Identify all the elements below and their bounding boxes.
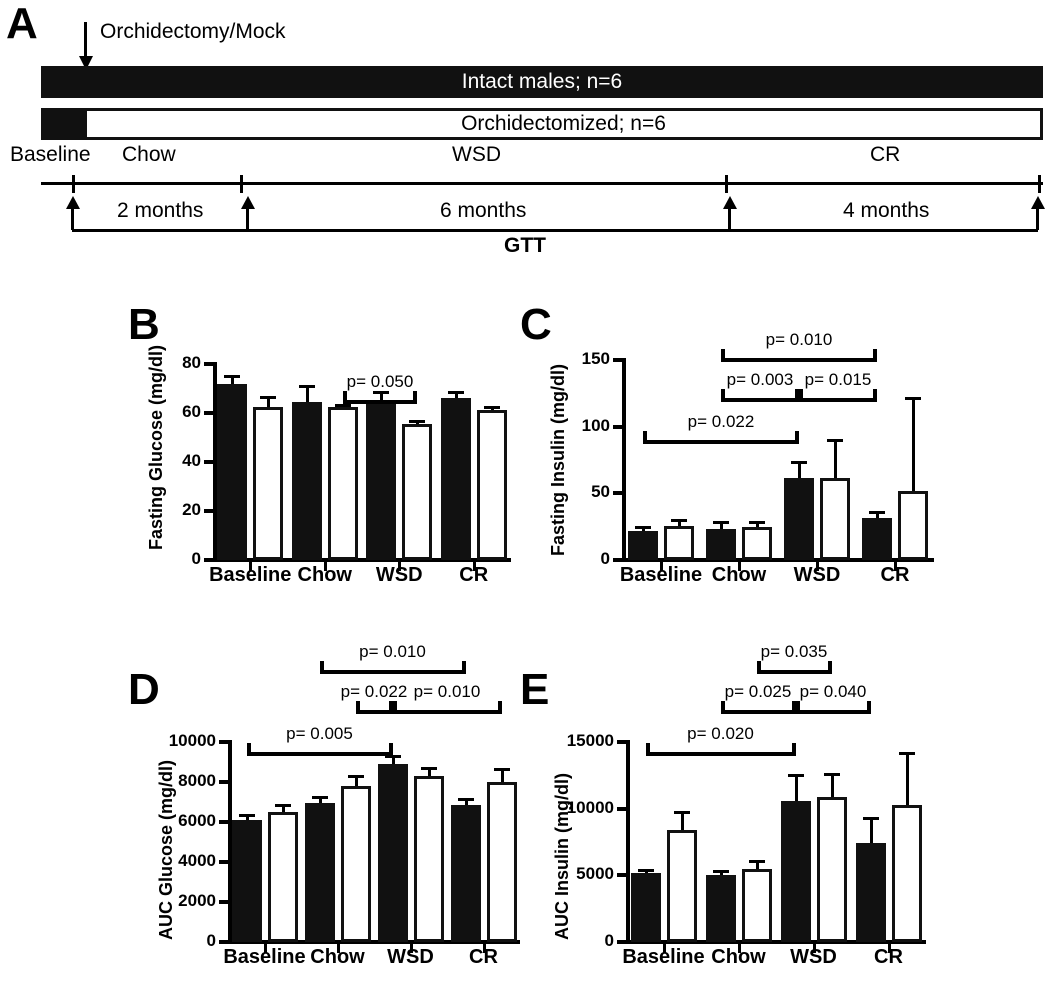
gtt-arrow-icon-baseline: [65, 196, 79, 230]
error-bar-cap: [260, 396, 276, 399]
x-axis-category-label-baseline: Baseline: [622, 946, 705, 968]
bar-chow-intact: [305, 803, 335, 942]
x-axis-category-label-wsd: WSD: [387, 946, 434, 968]
error-bar-cap: [863, 817, 879, 820]
bar-baseline-intact: [217, 384, 247, 560]
bar-baseline-orchidectomized: [664, 526, 694, 560]
bar-chow-orchidectomized: [341, 786, 371, 942]
error-bar-cap: [827, 439, 843, 442]
x-axis-category-label-wsd: WSD: [790, 946, 837, 968]
y-axis-tick: [613, 491, 622, 495]
bar-cr-intact: [862, 518, 892, 560]
y-axis-line: [626, 740, 630, 944]
significance-bar-end-right: [873, 349, 877, 362]
y-axis-tick: [617, 873, 626, 877]
bar-cr-intact: [451, 805, 481, 942]
significance-bar-end-right: [462, 661, 466, 674]
timeline-bar-intact-males: Intact males; n=6: [41, 66, 1043, 98]
bar-cr-intact: [856, 843, 886, 942]
y-axis-tick: [219, 940, 228, 944]
duration-label-2-months: 2 months: [117, 199, 204, 222]
y-axis-tick: [613, 358, 622, 362]
panel-d-auc-glucose: [120, 640, 540, 982]
x-axis-category-label-cr: CR: [469, 946, 498, 968]
x-axis-category-label-baseline: Baseline: [223, 946, 306, 968]
timeline-tick-wsd-end: [725, 175, 728, 193]
y-axis-tick-label: 0: [206, 931, 216, 950]
error-bar-stem: [870, 817, 873, 842]
y-axis-tick: [204, 558, 213, 562]
significance-p-value: p= 0.040: [799, 682, 867, 701]
x-axis-category-label-chow: Chow: [310, 946, 365, 968]
y-axis-tick-label: 4000: [178, 851, 216, 870]
phase-label-baseline: Baseline: [10, 143, 91, 166]
bar-wsd-intact: [784, 478, 814, 560]
x-axis-category-label-baseline: Baseline: [209, 564, 292, 586]
panel-b-fasting-glucose: [120, 300, 540, 600]
significance-bar-end-right: [873, 389, 877, 402]
error-bar-cap: [899, 752, 915, 755]
y-axis-title: Fasting Insulin (mg/dl): [548, 364, 568, 556]
significance-bar-end-left: [393, 701, 397, 714]
significance-bar: [247, 752, 393, 756]
bar-chow-orchidectomized: [742, 527, 772, 560]
error-bar-cap: [275, 804, 291, 807]
bar-wsd-orchidectomized: [820, 478, 850, 560]
error-bar-cap: [749, 860, 765, 863]
significance-bar: [721, 398, 799, 402]
gtt-arrow-icon-wsd: [722, 196, 736, 230]
y-axis-tick-label: 8000: [178, 771, 216, 790]
error-bar-cap: [713, 870, 729, 873]
error-bar-cap: [458, 798, 474, 801]
duration-label-6-months: 6 months: [440, 199, 527, 222]
significance-bar-end-left: [247, 743, 251, 756]
bar-wsd-orchidectomized: [414, 776, 444, 942]
error-bar-cap: [671, 519, 687, 522]
timeline-tick-chow-end: [240, 175, 243, 193]
bar-baseline-intact: [232, 820, 262, 942]
bar-chow-intact: [706, 875, 736, 942]
significance-bar-end-right: [867, 701, 871, 714]
timeline-bar-presurgery-segment: [41, 108, 84, 140]
significance-bar: [757, 670, 832, 674]
y-axis-tick: [617, 940, 626, 944]
significance-bar-end-left: [643, 431, 647, 444]
error-bar-stem: [906, 752, 909, 805]
error-bar-cap: [484, 406, 500, 409]
significance-bar: [796, 710, 871, 714]
bar-baseline-intact: [628, 531, 658, 560]
y-axis-title: Fasting Glucose (mg/dl): [146, 344, 166, 550]
significance-p-value: p= 0.003: [726, 370, 794, 389]
significance-bar-end-left: [343, 391, 347, 404]
significance-bar-end-left: [757, 661, 761, 674]
x-axis-category-label-cr: CR: [874, 946, 903, 968]
error-bar-cap: [239, 814, 255, 817]
panel-c-fasting-insulin: [510, 300, 950, 600]
x-axis-category-label-chow: Chow: [297, 564, 352, 586]
significance-p-value: p= 0.035: [760, 642, 828, 661]
y-axis-tick-label: 6000: [178, 811, 216, 830]
error-bar-cap: [348, 775, 364, 778]
y-axis-tick-label: 0: [600, 549, 610, 568]
y-axis-tick: [613, 558, 622, 562]
x-axis-category-label-baseline: Baseline: [619, 564, 703, 586]
duration-label-4-months: 4 months: [843, 199, 930, 222]
bar-wsd-orchidectomized: [817, 797, 847, 942]
significance-bar-end-left: [799, 389, 803, 402]
x-axis-category-label-chow: Chow: [711, 946, 766, 968]
gtt-label: GTT: [504, 234, 546, 257]
panel-letter-b: B: [128, 300, 160, 349]
gtt-arrow-icon-cr: [1030, 196, 1044, 230]
significance-bar-end-right: [413, 391, 417, 404]
significance-p-value: p= 0.010: [765, 330, 833, 349]
y-axis-line: [622, 358, 626, 562]
bar-wsd-intact: [366, 401, 396, 560]
y-axis-tick-label: 10000: [168, 731, 216, 750]
significance-p-value: p= 0.010: [359, 642, 426, 661]
significance-bar-end-right: [795, 431, 799, 444]
x-axis-category-label-cr: CR: [880, 564, 910, 586]
error-bar-cap: [224, 375, 240, 378]
y-axis-tick-label: 80: [182, 353, 201, 372]
x-axis-category-label-wsd: WSD: [793, 564, 841, 586]
error-bar-cap: [409, 420, 425, 423]
timeline-bar-orchidectomized: Orchidectomized; n=6: [84, 108, 1043, 140]
bar-baseline-orchidectomized: [667, 830, 697, 942]
significance-bar-end-right: [498, 701, 502, 714]
significance-bar-end-left: [721, 389, 725, 402]
phase-label-chow: Chow: [122, 143, 176, 166]
x-axis-category-label-cr: CR: [459, 564, 489, 586]
significance-bar-end-right: [389, 743, 393, 756]
panel-letter-d: D: [128, 665, 160, 714]
y-axis-tick-label: 0: [604, 931, 614, 950]
y-axis-tick: [219, 860, 228, 864]
error-bar-cap: [674, 811, 690, 814]
y-axis-tick-label: 10000: [566, 797, 614, 817]
error-bar-cap: [299, 385, 315, 388]
y-axis-tick: [219, 780, 228, 784]
y-axis-tick: [219, 820, 228, 824]
y-axis-tick: [204, 509, 213, 513]
error-bar-cap: [494, 768, 510, 771]
significance-p-value: p= 0.022: [340, 682, 408, 701]
bar-wsd-intact: [378, 764, 408, 942]
error-bar-cap: [635, 526, 651, 529]
y-axis-tick-label: 50: [591, 482, 610, 502]
significance-bar: [721, 358, 877, 362]
x-axis-category-label-chow: Chow: [711, 564, 767, 586]
phase-label-wsd: WSD: [452, 143, 501, 166]
gtt-bracket-line: [72, 229, 1038, 232]
y-axis-tick: [219, 900, 228, 904]
significance-p-value: p= 0.050: [346, 372, 414, 391]
bar-cr-orchidectomized: [898, 491, 928, 560]
bar-chow-intact: [292, 402, 322, 560]
significance-bar: [643, 440, 799, 444]
error-bar-cap: [335, 404, 351, 407]
y-axis-tick: [219, 740, 228, 744]
panel-letter-e: E: [520, 665, 550, 714]
y-axis-tick-label: 0: [191, 549, 201, 568]
y-axis-tick-label: 40: [182, 451, 201, 470]
significance-bar: [393, 710, 502, 714]
y-axis-tick: [617, 740, 626, 744]
error-bar-cap: [905, 397, 921, 400]
significance-bar-end-right: [828, 661, 832, 674]
timeline-tick-baseline: [72, 175, 75, 193]
significance-p-value: p= 0.022: [687, 412, 755, 431]
significance-bar-end-left: [356, 701, 360, 714]
significance-bar-end-left: [721, 701, 725, 714]
x-axis-category-label-wsd: WSD: [375, 564, 423, 586]
significance-bar: [320, 670, 466, 674]
error-bar-cap: [448, 391, 464, 394]
error-bar-stem: [834, 439, 837, 478]
significance-p-value: p= 0.020: [687, 724, 754, 743]
error-bar-cap: [713, 521, 729, 524]
error-bar-cap: [788, 774, 804, 777]
error-bar-stem: [795, 774, 798, 801]
y-axis-tick-label: 20: [182, 500, 201, 519]
significance-bar: [356, 710, 393, 714]
significance-p-value: p= 0.015: [804, 370, 872, 389]
significance-bar: [646, 752, 796, 756]
y-axis-tick-label: 150: [581, 349, 610, 368]
significance-bar-end-left: [320, 661, 324, 674]
bar-baseline-intact: [631, 873, 661, 942]
y-axis-tick-label: 60: [182, 402, 201, 421]
y-axis-tick: [204, 411, 213, 415]
y-axis-title: AUC Insulin (mg/dl): [552, 773, 572, 940]
orchidectomy-arrow-icon: [78, 22, 92, 70]
panel-e-auc-insulin: [510, 640, 950, 982]
y-axis-tick-label: 5000: [576, 864, 614, 884]
y-axis-tick: [613, 425, 622, 429]
bar-wsd-orchidectomized: [402, 424, 432, 560]
gtt-arrow-icon-chow: [240, 196, 254, 230]
y-axis-title: AUC Glucose (mg/dl): [156, 759, 176, 940]
significance-bar: [799, 398, 877, 402]
panel-a-study-timeline: [0, 0, 1050, 270]
significance-bar: [721, 710, 796, 714]
timeline-tick-cr-end: [1038, 175, 1041, 193]
error-bar-cap: [638, 869, 654, 872]
bar-chow-orchidectomized: [328, 407, 358, 560]
y-axis-tick-label: 2000: [178, 891, 216, 910]
bar-baseline-orchidectomized: [253, 407, 283, 560]
y-axis-tick-label: 100: [581, 415, 610, 435]
error-bar-cap: [824, 773, 840, 776]
phase-label-cr: CR: [870, 143, 901, 166]
significance-p-value: p= 0.025: [724, 682, 792, 701]
significance-bar-end-left: [721, 349, 725, 362]
bar-cr-orchidectomized: [477, 410, 507, 560]
significance-p-value: p= 0.005: [286, 724, 353, 743]
y-axis-tick-label: 15000: [566, 731, 614, 750]
significance-bar-end-left: [796, 701, 800, 714]
error-bar-stem: [912, 397, 915, 492]
significance-bar: [343, 400, 418, 404]
bar-baseline-orchidectomized: [268, 812, 298, 942]
timeline-axis-line: [41, 182, 1043, 185]
error-bar-cap: [421, 767, 437, 770]
error-bar-cap: [749, 521, 765, 524]
panel-letter-a: A: [6, 0, 38, 48]
y-axis-tick: [204, 362, 213, 366]
error-bar-cap: [312, 796, 328, 799]
significance-bar-end-left: [646, 743, 650, 756]
bar-chow-intact: [706, 529, 736, 560]
error-bar-stem: [831, 773, 834, 798]
timeline-bar-orchidectomized-row: [41, 108, 1043, 140]
bar-chow-orchidectomized: [742, 869, 772, 942]
significance-p-value: p= 0.010: [413, 682, 481, 701]
error-bar-cap: [869, 511, 885, 514]
bar-cr-intact: [441, 398, 471, 560]
error-bar-cap: [791, 461, 807, 464]
panel-letter-c: C: [520, 300, 552, 349]
y-axis-tick: [617, 807, 626, 811]
bar-cr-orchidectomized: [892, 805, 922, 942]
y-axis-tick: [204, 460, 213, 464]
significance-bar-end-right: [792, 743, 796, 756]
orchidectomy-annotation: Orchidectomy/Mock: [100, 20, 286, 43]
bar-wsd-intact: [781, 801, 811, 942]
